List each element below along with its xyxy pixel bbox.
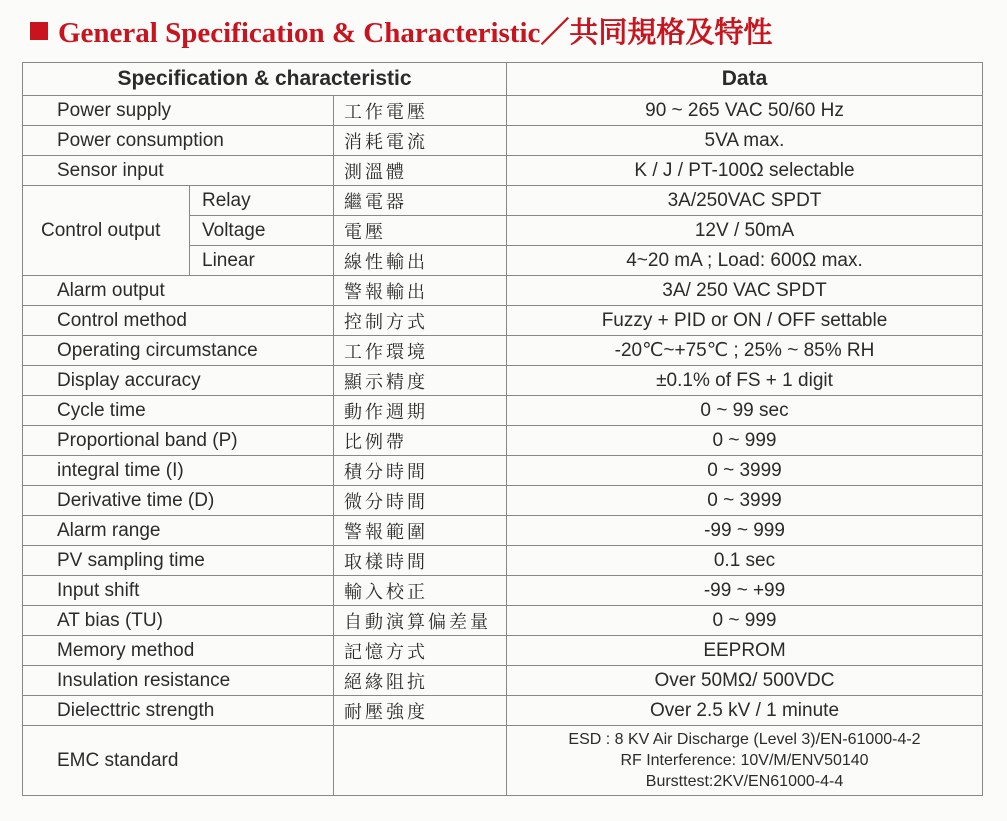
table-row (23, 306, 983, 336)
emc-line: Bursttest:2KV/EN61000-4-4 (645, 773, 844, 790)
row-label-zh: 工作環境 (334, 336, 507, 366)
row-label-zh: 控制方式 (334, 306, 507, 336)
row-label: Alarm range (23, 516, 334, 546)
row-value: 5VA max. (507, 126, 983, 156)
row-value: ±0.1% of FS + 1 digit (507, 366, 983, 396)
row-value: 3A/ 250 VAC SPDT (507, 276, 983, 306)
row-label-zh: 電壓 (334, 216, 507, 246)
row-label: Control method (23, 306, 334, 336)
table-row (23, 636, 983, 666)
table-row (23, 486, 983, 516)
row-label-zh: 絕緣阻抗 (334, 666, 507, 696)
table-row (23, 396, 983, 426)
header-data: Data (507, 63, 983, 96)
row-label-zh: 線性輸出 (334, 246, 507, 276)
row-label: Power consumption (23, 126, 334, 156)
table-row-emc (23, 726, 983, 796)
row-label: Display accuracy (23, 366, 334, 396)
row-label: Derivative time (D) (23, 486, 334, 516)
row-label: Cycle time (23, 396, 334, 426)
table-row (23, 456, 983, 486)
header-row (23, 63, 983, 96)
row-label: Memory method (23, 636, 334, 666)
row-value: 3A/250VAC SPDT (507, 186, 983, 216)
row-label: Sensor input (23, 156, 334, 186)
row-value: 0 ~ 999 (507, 606, 983, 636)
row-label-zh: 繼電器 (334, 186, 507, 216)
row-label: Dielecttric strength (23, 696, 334, 726)
row-label-zh: 測溫體 (334, 156, 507, 186)
table-row (23, 156, 983, 186)
row-value: -99 ~ +99 (507, 576, 983, 606)
row-label: Alarm output (23, 276, 334, 306)
row-label-zh: 警報輸出 (334, 276, 507, 306)
row-value: 0.1 sec (507, 546, 983, 576)
row-label: Operating circumstance (23, 336, 334, 366)
row-label-zh: 積分時間 (334, 456, 507, 486)
row-value: Over 50MΩ/ 500VDC (507, 666, 983, 696)
row-label: PV sampling time (23, 546, 334, 576)
row-value: Over 2.5 kV / 1 minute (507, 696, 983, 726)
row-label: Relay (190, 186, 334, 216)
row-label: Power supply (23, 96, 334, 126)
row-value: 12V / 50mA (507, 216, 983, 246)
table-row (23, 696, 983, 726)
emc-spacer (334, 726, 507, 796)
row-label: Voltage (190, 216, 334, 246)
header-spec: Specification & characteristic (23, 63, 507, 96)
row-label-zh: 自動演算偏差量 (334, 606, 507, 636)
spec-table (22, 62, 983, 796)
row-label-zh: 記憶方式 (334, 636, 507, 666)
table-row (23, 666, 983, 696)
table-row (23, 336, 983, 366)
row-value: -99 ~ 999 (507, 516, 983, 546)
emc-line: RF Interference: 10V/M/ENV50140 (620, 752, 869, 769)
row-label-zh: 工作電壓 (334, 96, 507, 126)
row-label-zh: 消耗電流 (334, 126, 507, 156)
row-label: Linear (190, 246, 334, 276)
table-row (23, 96, 983, 126)
row-value: 0 ~ 99 sec (507, 396, 983, 426)
row-value: EEPROM (507, 636, 983, 666)
row-label-zh: 比例帶 (334, 426, 507, 456)
table-row (23, 366, 983, 396)
row-label: AT bias (TU) (23, 606, 334, 636)
row-label: integral time (I) (23, 456, 334, 486)
row-value: 90 ~ 265 VAC 50/60 Hz (507, 96, 983, 126)
table-row (23, 576, 983, 606)
row-label: Input shift (23, 576, 334, 606)
row-value: 0 ~ 999 (507, 426, 983, 456)
section-title (30, 10, 772, 50)
row-value: K / J / PT-100Ω selectable (507, 156, 983, 186)
row-value: Fuzzy + PID or ON / OFF settable (507, 306, 983, 336)
table-row (23, 606, 983, 636)
row-value: 0 ~ 3999 (507, 456, 983, 486)
row-label-zh: 輸入校正 (334, 576, 507, 606)
table-row (23, 546, 983, 576)
row-value: 4~20 mA ; Load: 600Ω max. (507, 246, 983, 276)
table-row (23, 276, 983, 306)
row-label-zh: 耐壓強度 (334, 696, 507, 726)
emc-label: EMC standard (23, 726, 334, 796)
row-label-zh: 顯示精度 (334, 366, 507, 396)
row-value: 0 ~ 3999 (507, 486, 983, 516)
row-label-zh: 警報範圍 (334, 516, 507, 546)
row-label: Proportional band (P) (23, 426, 334, 456)
control-output-label: Control output (23, 186, 190, 276)
row-label-zh: 取樣時間 (334, 546, 507, 576)
table-row (23, 186, 983, 216)
bullet-square-icon (30, 22, 48, 40)
section-title-text: General Specification & Characteristic／共同規格及特性 (58, 16, 773, 49)
row-label-zh: 微分時間 (334, 486, 507, 516)
table-row (23, 516, 983, 546)
table-row (23, 426, 983, 456)
row-label-zh: 動作週期 (334, 396, 507, 426)
row-label: Insulation resistance (23, 666, 334, 696)
emc-value (507, 726, 983, 796)
row-value: -20℃~+75℃ ; 25% ~ 85% RH (507, 336, 983, 366)
table-row (23, 126, 983, 156)
emc-line: ESD : 8 KV Air Discharge (Level 3)/EN-61000-4-2 (568, 731, 921, 748)
